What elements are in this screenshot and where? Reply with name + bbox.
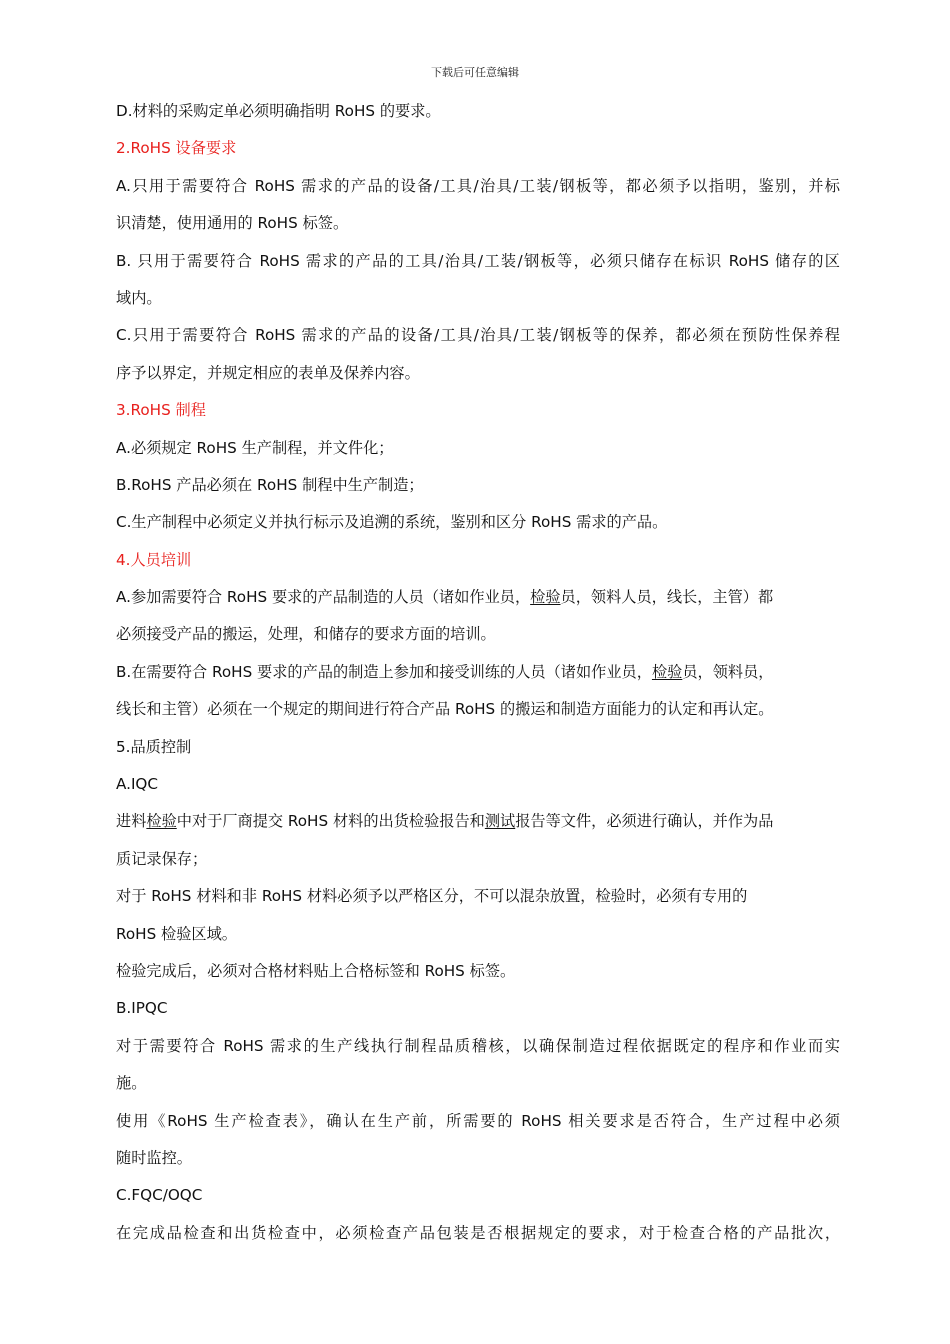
text-segment: 报告等文件，必须进行确认，并作为品 [515,812,774,831]
paragraph-line: B.RoHS 产品必须在 RoHS 制程中生产制造； [116,475,424,494]
paragraph-line [116,579,840,616]
section-heading: 5.品质控制 [116,737,192,756]
text-segment: A.参加需要符合 RoHS 要求的产品制造的人员（诸如作业员， [116,588,531,607]
paragraph-line: 域内。 [116,288,162,307]
paragraph-line: C.生产制程中必须定义并执行标示及追溯的系统，鉴别和区分 RoHS 需求的产品。 [116,513,668,532]
document-body [116,93,840,1252]
subsection-heading: A.IQC [116,775,158,794]
paragraph-line [116,654,840,691]
text-segment: 员，领料人员，线长，主管）都 [560,588,774,607]
paragraph-line: 识清楚，使用通用的 RoHS 标签。 [116,214,349,233]
inspection-link[interactable]: 检验 [146,812,177,831]
text-segment: 员，领料员， [682,662,774,681]
paragraph-line: A.必须规定 RoHS 生产制程，并文件化； [116,438,394,457]
paragraph-line: 施。 [116,1074,147,1093]
subsection-heading: B.IPQC [116,999,168,1018]
paragraph-line: RoHS 检验区域。 [116,924,237,943]
section-heading: 3.RoHS 制程 [116,401,206,420]
subsection-heading: C.FQC/OQC [116,1186,203,1205]
paragraph-line: D.材料的采购定单必须明确指明 RoHS 的要求。 [116,102,441,120]
page-header: 下载后可任意编辑 [431,66,519,79]
text-segment: 进料 [116,812,147,831]
paragraph-line: C.只用于需要符合 RoHS 需求的产品的设备/工具/治具/工装/钢板等的保养，都必须在预防性保养程 [116,326,840,345]
text-segment: B.在需要符合 RoHS 要求的产品的制造上参加和接受训练的人员（诸如作业员， [116,662,652,681]
paragraph-line: 随时监控。 [116,1148,192,1167]
section-heading: 2.RoHS 设备要求 [116,139,237,158]
test-link[interactable]: 测试 [484,812,516,831]
text-segment: 中对于厂商提交 RoHS 材料的出货检验报告和 [176,812,485,831]
inspection-link[interactable]: 检验 [651,662,683,681]
paragraph-line: B. 只用于需要符合 RoHS 需求的产品的工具/治具/工装/钢板等，必须只储存在标识 RoHS 储存的区 [116,251,840,270]
paragraph-line: 必须接受产品的搬运，处理，和储存的要求方面的培训。 [116,625,496,644]
paragraph-line: 对于 RoHS 材料和非 RoHS 材料必须予以严格区分，不可以混杂放置，检验时，必须有专用的 [116,887,748,906]
paragraph-line: 在完成品检查和出货检查中，必须检查产品包装是否根据规定的要求，对于检查合格的产品批次， [116,1223,840,1242]
paragraph-line: 对于需要符合 RoHS 需求的生产线执行制程品质稽核，以确保制造过程依据既定的程序和作业而实 [116,1036,840,1055]
paragraph-line: 质记录保存； [116,849,208,868]
paragraph-line: 序予以界定，并规定相应的表单及保养内容。 [116,363,420,382]
paragraph-line: A.只用于需要符合 RoHS 需求的产品的设备/工具/治具/工装/钢板等，都必须予以指明，鉴别，并标 [116,176,840,195]
paragraph-line: 检验完成后，必须对合格材料贴上合格标签和 RoHS 标签。 [116,961,516,980]
paragraph-line: 线长和主管）必须在一个规定的期间进行符合产品 RoHS 的搬运和制造方面能力的认定和再认定。 [116,700,774,719]
inspection-link[interactable]: 检验 [530,588,561,607]
section-heading: 4.人员培训 [116,550,192,569]
paragraph-line: 使用《RoHS 生产检查表》，确认在生产前，所需要的 RoHS 相关要求是否符合，生产过程中必须 [116,1111,840,1130]
paragraph-line [116,803,840,840]
